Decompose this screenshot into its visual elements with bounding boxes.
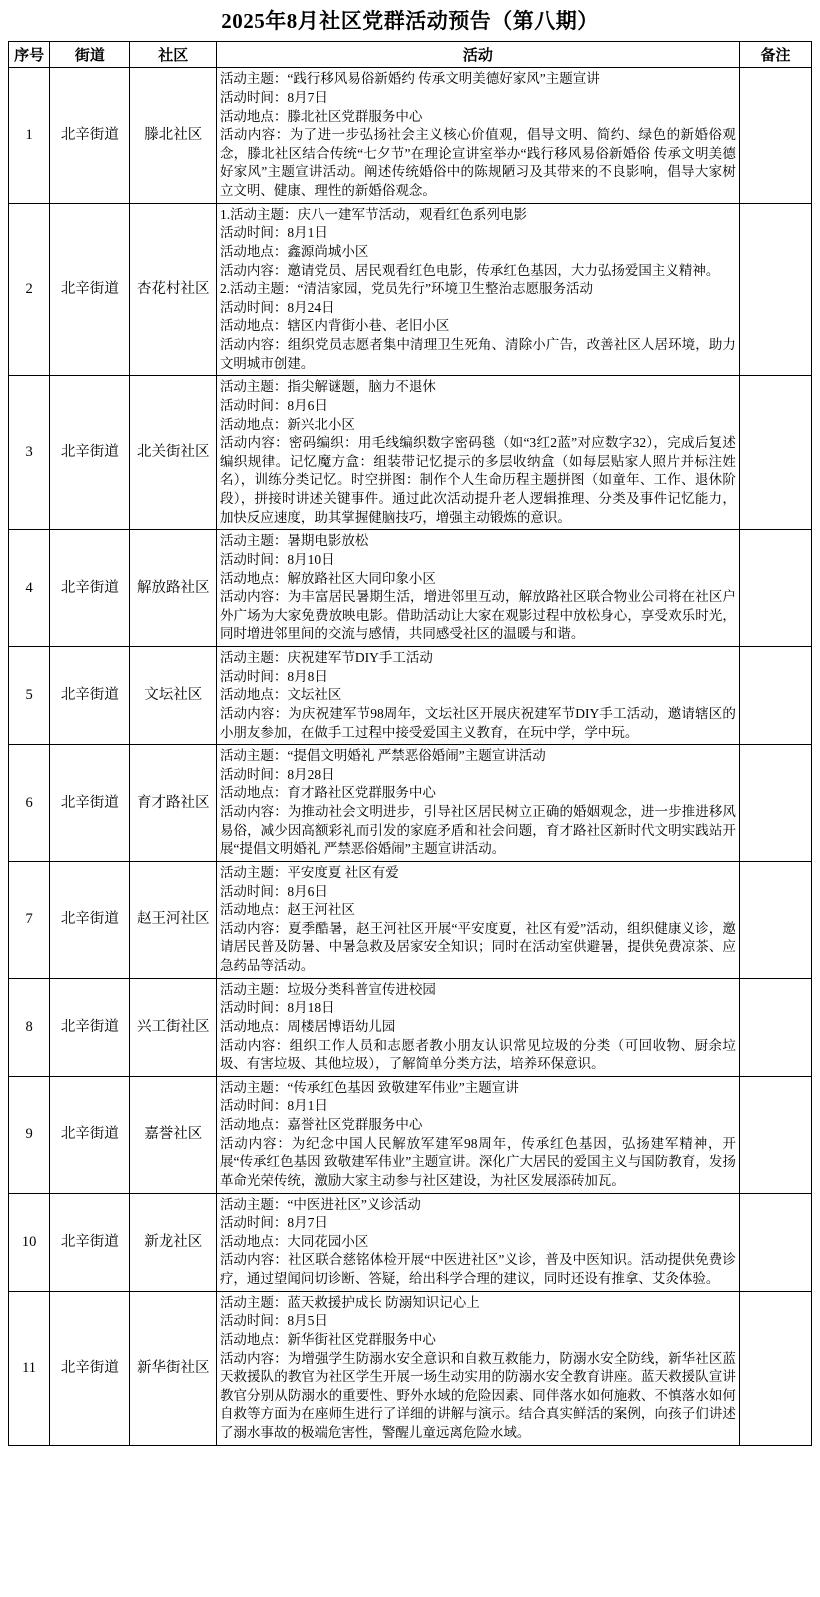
cell-remark <box>739 1291 811 1445</box>
cell-index: 10 <box>9 1193 50 1291</box>
activity-line: 活动内容：为丰富居民暑期生活，增进邻里互动，解放路社区联合物业公司将在社区户外广场为大家免费放映电影。借助活动让大家在观影过程中放松身心，享受欢乐时光，同时增进邻里间的交流与感情，共同感受社区的温暖与和谐。 <box>219 589 736 642</box>
activity-line: 活动内容：组织党员志愿者集中清理卫生死角、清除小广告，改善社区人居环境，助力文明城市创建。 <box>219 337 736 371</box>
activity-line: 活动时间：8月28日 <box>219 766 335 782</box>
table-row <box>9 530 812 647</box>
activity-line: 活动时间：8月5日 <box>219 1313 328 1329</box>
table-row <box>9 68 812 203</box>
cell-community: 解放路社区 <box>130 530 216 647</box>
activity-line: 活动时间：8月6日 <box>219 883 328 899</box>
activity-line: 活动地点：解放路社区大同印象小区 <box>219 570 436 586</box>
table-row <box>9 745 812 862</box>
column-header-community: 社区 <box>130 42 216 68</box>
column-header-activity: 活动 <box>216 42 739 68</box>
activity-line: 活动时间：8月8日 <box>219 668 328 684</box>
activity-line: 活动时间：8月10日 <box>219 551 335 567</box>
cell-street: 北辛街道 <box>50 68 130 203</box>
cell-community: 兴工街社区 <box>130 978 216 1076</box>
cell-activity <box>216 68 739 203</box>
table-row <box>9 978 812 1076</box>
activity-line: 活动时间：8月24日 <box>219 299 335 315</box>
column-header-index: 序号 <box>9 42 50 68</box>
activity-line: 活动地点：滕北社区党群服务中心 <box>219 108 423 124</box>
cell-community: 新华街社区 <box>130 1291 216 1445</box>
table-row <box>9 1076 812 1193</box>
activity-line: 活动主题：“传承红色基因 致敬建军伟业”主题宣讲 <box>219 1079 519 1095</box>
table-row <box>9 1193 812 1291</box>
page-title: 2025年8月社区党群活动预告（第八期） <box>221 9 599 33</box>
table-row <box>9 647 812 745</box>
cell-index: 6 <box>9 745 50 862</box>
cell-community: 滕北社区 <box>130 68 216 203</box>
cell-community: 新龙社区 <box>130 1193 216 1291</box>
cell-street: 北辛街道 <box>50 1193 130 1291</box>
cell-activity <box>216 647 739 745</box>
cell-street: 北辛街道 <box>50 203 130 376</box>
activity-line: 活动内容：为纪念中国人民解放军建军98周年，传承红色基因，弘扬建军精神，开展“传承红色基因 致敬建军伟业”主题宣讲。深化广大居民的爱国主义与国防教育，发扬革命光荣传统，激励大家主动参与社区建设，为社区发展添砖加瓦。 <box>219 1135 736 1188</box>
cell-index: 8 <box>9 978 50 1076</box>
activity-line: 活动时间：8月7日 <box>219 1215 328 1231</box>
activity-line: 活动内容：密码编织：用毛线编织数字密码毯（如“3红2蓝”对应数字32），完成后复述编织规律。记忆魔方盒：组装带记忆提示的多层收纳盒（如每层贴家人照片并标注姓名），训练分类记忆。时空拼图：制作个人生命历程主题拼图（如童年、工作、退休阶段），拼接时讲述关键事件。通过此次活动提升老人逻辑推理、分类及事件记忆能力，加快反应速度，助其掌握健脑技巧，增强主动锻炼的意识。 <box>219 435 736 525</box>
cell-street: 北辛街道 <box>50 745 130 862</box>
table-row <box>9 376 812 530</box>
activity-line: 活动主题：“中医进社区”义诊活动 <box>219 1196 421 1212</box>
cell-remark <box>739 861 811 978</box>
activity-line: 活动地点：新华街社区党群服务中心 <box>219 1331 436 1347</box>
activity-line: 活动地点：赵王河社区 <box>219 902 355 918</box>
cell-activity <box>216 861 739 978</box>
cell-community: 赵王河社区 <box>130 861 216 978</box>
activity-line: 活动时间：8月6日 <box>219 397 328 413</box>
cell-index: 7 <box>9 861 50 978</box>
cell-remark <box>739 978 811 1076</box>
cell-index: 2 <box>9 203 50 376</box>
activity-line: 活动主题：垃圾分类科普宣传进校园 <box>219 981 436 997</box>
cell-index: 11 <box>9 1291 50 1445</box>
cell-activity <box>216 1076 739 1193</box>
activity-line: 活动地点：育才路社区党群服务中心 <box>219 785 436 801</box>
cell-remark <box>739 203 811 376</box>
cell-activity <box>216 203 739 376</box>
cell-street: 北辛街道 <box>50 376 130 530</box>
cell-community: 杏花村社区 <box>130 203 216 376</box>
activity-line: 活动主题：暑期电影放松 <box>219 533 369 549</box>
column-header-remark: 备注 <box>739 42 811 68</box>
activity-line: 活动内容：为推动社会文明进步，引导社区居民树立正确的婚姻观念，进一步推进移风易俗，减少因高额彩礼而引发的家庭矛盾和社会问题，育才路社区新时代文明实践站开展“提倡文明婚礼 严禁恶俗婚闹”主题宣讲活动。 <box>219 804 736 857</box>
activity-line: 活动主题：“提倡文明婚礼 严禁恶俗婚闹”主题宣讲活动 <box>219 748 546 764</box>
cell-remark <box>739 1193 811 1291</box>
cell-index: 5 <box>9 647 50 745</box>
activity-line: 活动地点：新兴北小区 <box>219 416 355 432</box>
activity-line: 活动内容：为增强学生防溺水安全意识和自救互救能力，防溺水安全防线，新华社区蓝天救援队的教官为社区学生开展一场生动实用的防溺水安全教育讲座。蓝天救援队宣讲教官分别从防溺水的重要性、野外水域的危险因素、同伴落水如何施救、不慎落水如何自救等方面为在座师生进行了详细的讲解与演示。结合真实鲜活的案例，向孩子们讲述了溺水事故的极端危害性，警醒儿童远离危险水域。 <box>219 1350 736 1441</box>
cell-remark <box>739 745 811 862</box>
activity-line: 活动内容：夏季酷暑，赵王河社区开展“平安度夏，社区有爱”活动，组织健康义诊，邀请居民普及防暑、中暑急救及居家安全知识；同时在活动室供避暑，提供免费凉茶、应急药品等活动。 <box>219 920 736 974</box>
cell-street: 北辛街道 <box>50 530 130 647</box>
cell-street: 北辛街道 <box>50 1291 130 1445</box>
cell-activity <box>216 530 739 647</box>
table-header-row <box>9 42 812 68</box>
cell-index: 4 <box>9 530 50 647</box>
activity-line: 活动内容：邀请党员、居民观看红色电影，传承红色基因，大力弘扬爱国主义精神。 <box>219 262 720 278</box>
table-row <box>9 203 812 376</box>
activity-line: 1.活动主题：庆八一建军节活动，观看红色系列电影 <box>219 206 528 222</box>
cell-remark <box>739 530 811 647</box>
column-header-street: 街道 <box>50 42 130 68</box>
cell-remark <box>739 68 811 203</box>
cell-remark <box>739 1076 811 1193</box>
activity-line: 活动地点：文坛社区 <box>219 687 342 703</box>
cell-activity <box>216 376 739 530</box>
activity-line: 活动时间：8月7日 <box>219 89 328 105</box>
activity-line: 活动主题：平安度夏 社区有爱 <box>219 864 399 880</box>
cell-activity <box>216 745 739 862</box>
cell-index: 3 <box>9 376 50 530</box>
activity-line: 活动主题：蓝天救援护成长 防溺知识记心上 <box>219 1294 480 1310</box>
cell-index: 1 <box>9 68 50 203</box>
activity-line: 活动内容：组织工作人员和志愿者教小朋友认识常见垃圾的分类（可回收物、厨余垃圾、有害垃圾、其他垃圾），了解简单分类方法，培养环保意识。 <box>219 1037 736 1072</box>
table-body <box>9 68 812 1445</box>
cell-community: 文坛社区 <box>130 647 216 745</box>
activity-line: 活动主题：“践行移风易俗新婚约 传承文明美德好家风”主题宣讲 <box>219 71 600 87</box>
cell-activity <box>216 1291 739 1445</box>
cell-remark <box>739 647 811 745</box>
activity-line: 活动内容：社区联合慈铭体检开展“中医进社区”义诊，普及中医知识。活动提供免费诊疗，通过望闻问切诊断、答疑，给出科学合理的建议，同时还设有推拿、艾灸体验。 <box>219 1252 736 1287</box>
activity-line: 活动地点：辖区内背街小巷、老旧小区 <box>219 318 450 334</box>
activity-line: 活动时间：8月1日 <box>219 225 328 241</box>
activity-line: 活动地点：鑫源尚城小区 <box>219 243 369 259</box>
cell-index: 9 <box>9 1076 50 1193</box>
cell-street: 北辛街道 <box>50 978 130 1076</box>
cell-remark <box>739 376 811 530</box>
cell-activity <box>216 978 739 1076</box>
activity-table <box>8 41 812 1445</box>
activity-line: 活动地点：大同花园小区 <box>219 1233 369 1249</box>
activity-line: 活动内容：为庆祝建军节98周年，文坛社区开展庆祝建军节DIY手工活动，邀请辖区的小朋友参加，在做手工过程中接受爱国主义教育，在玩中学，学中玩。 <box>219 705 736 740</box>
table-row <box>9 1291 812 1445</box>
table-row <box>9 861 812 978</box>
activity-line: 活动地点：周楼居博语幼儿园 <box>219 1018 396 1034</box>
activity-line: 2.活动主题：“清洁家园，党员先行”环境卫生整治志愿服务活动 <box>219 281 594 297</box>
cell-community: 北关街社区 <box>130 376 216 530</box>
cell-street: 北辛街道 <box>50 1076 130 1193</box>
table-header <box>9 42 812 68</box>
activity-line: 活动主题：指尖解谜题，脑力不退休 <box>219 379 436 395</box>
activity-line: 活动时间：8月1日 <box>219 1098 328 1114</box>
activity-line: 活动内容：为了进一步弘扬社会主义核心价值观，倡导文明、简约、绿色的新婚俗观念，滕北社区结合传统“七夕节”在理论宣讲室举办“践行移风易俗新婚俗 传承文明美德好家风”主题宣讲活动。阐述传统婚俗中的陈规陋习及其带来的不良影响，倡导大家树立文明、健康、理性的新婚俗观念。 <box>219 127 736 199</box>
activity-line: 活动时间：8月18日 <box>219 1000 335 1016</box>
cell-community: 育才路社区 <box>130 745 216 862</box>
activity-line: 活动地点：嘉誉社区党群服务中心 <box>219 1117 423 1133</box>
cell-activity <box>216 1193 739 1291</box>
cell-street: 北辛街道 <box>50 647 130 745</box>
cell-community: 嘉誉社区 <box>130 1076 216 1193</box>
activity-line: 活动主题：庆祝建军节DIY手工活动 <box>219 650 433 666</box>
cell-street: 北辛街道 <box>50 861 130 978</box>
